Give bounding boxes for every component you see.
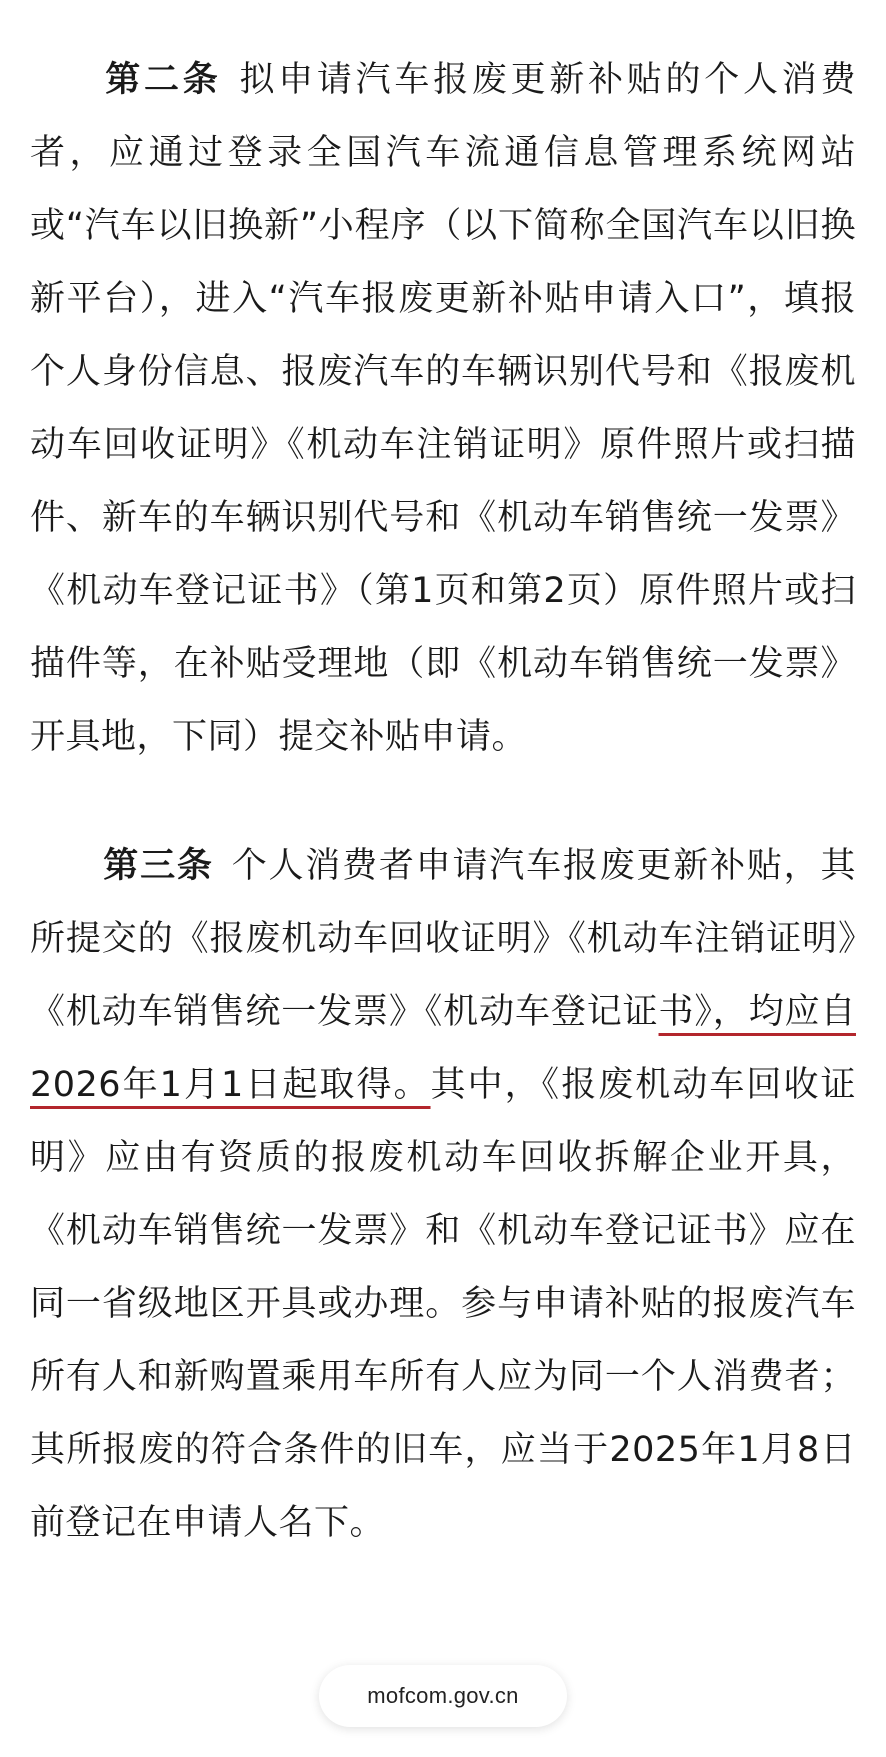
article-3-paragraph — [30, 830, 856, 1560]
article-3-body-end: 其中，《报废机动车回收证明》应由有资质的报废机动车回收拆解企业开具，《机动车销售统一发票》和《机动车登记证书》应在同一省级地区开具或办理。参与申请补贴的报废汽车所有人和新购置乘用车所有人应为同一个人消费者；其所报废的符合条件的旧车，应当于2025年1月8日前登记在申请人名下。 — [30, 1065, 856, 1543]
source-domain-label: mofcom.gov.cn — [367, 1683, 519, 1708]
article-2-heading: 第二条 — [102, 60, 222, 100]
source-domain-badge[interactable] — [319, 1665, 567, 1727]
article-3-underlined-clause: 书》，均应自2026年1月1日起取得。 — [30, 992, 856, 1105]
article-3-heading: 第三条 — [102, 846, 214, 886]
article-2-body: 拟申请汽车报废更新补贴的个人消费者，应通过登录全国汽车流通信息管理系统网站或“汽车以旧换新”小程序（以下简称全国汽车以旧换新平台），进入“汽车报废更新补贴申请入口”，填报个人身份信息、报废汽车的车辆识别代号和《报废机动车回收证明》《机动车注销证明》原件照片或扫描件、新车的车辆识别代号和《机动车销售统一发票》《机动车登记证书》（第1页和第2页）原件照片或扫描件等，在补贴受理地（即《机动车销售统一发票》开具地，下同）提交补贴申请。 — [30, 60, 856, 757]
article-2-paragraph — [30, 44, 856, 774]
article-3-body-start: 个人消费者申请汽车报废更新补贴，其所提交的《报废机动车回收证明》《机动车注销证明》《机动车销售统一发票》《机动车登记证 — [30, 846, 856, 1032]
